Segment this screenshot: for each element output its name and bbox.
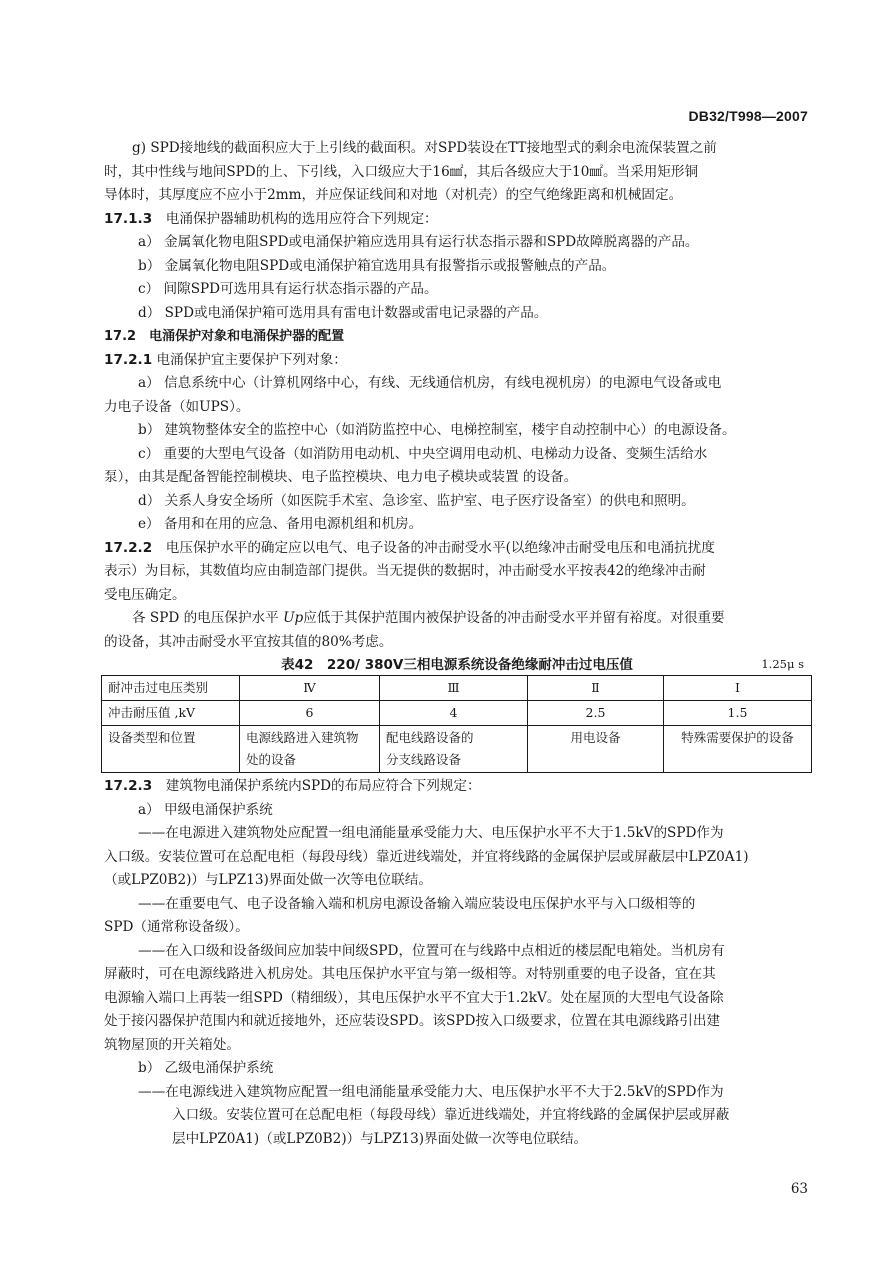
para-line: 的设备，其冲击耐受水平宜按其值的80%考虑。 xyxy=(104,633,393,650)
dash-item: ——在电源线进入建筑物应配置一组电涌能量承受能力大、电压保护水平不大于2.5kV的SPD作为 xyxy=(138,1083,724,1100)
clause-line: 表示）为目标，其数值均应由制造部门提供。当无提供的数据时，冲击耐受水平按表42的绝缘冲击耐 xyxy=(104,563,706,579)
table-row xyxy=(102,676,812,701)
table-cell xyxy=(380,726,528,773)
para-g-line-2: 时，其中性线与地间SPD的上、下引线，入口级应大于16㎟，其后各级应大于10㎟。当采用矩形铜 xyxy=(104,163,699,180)
table-row xyxy=(102,726,812,773)
list-item: a） 信息系统中心（计算机网络中心，有线、无线通信机房，有线电视机房）的电源电气设备或电 xyxy=(138,375,722,391)
cell-line: 配电线路设备的 xyxy=(386,730,474,745)
table-cell: 6 xyxy=(240,701,380,726)
list-item: a） 金属氧化物电阻SPD或电涌保护箱应选用具有运行状态指示器和SPD故障脱离器的产品。 xyxy=(138,234,699,250)
dash-item-continued: 处于接闪器保护范围内和就近接地外，还应装设SPD。该SPD按入口级要求，位置在其电源线路引出建 xyxy=(104,1013,721,1029)
dash-item: ——在重要电气、电子设备输入端和机房电源设备输入端应装设电压保护水平与入口级相等的 xyxy=(138,895,696,912)
cell-line: 处的设备 xyxy=(246,752,297,767)
page-number: 63 xyxy=(790,1181,808,1197)
table-cell: 特殊需要保护的设备 xyxy=(664,726,812,773)
dash-item-continued: 入口级。安装位置可在总配电柜（每段母线）靠近进线端处，并宜将线路的金属保护层或屏蔽层中LPZ0A1) xyxy=(104,848,749,865)
page-content xyxy=(104,137,810,1151)
clause-17-2-3 xyxy=(104,775,810,799)
para-g-line-3: 导体时，其厚度应不应小于2mm，并应保证线间和对地（对机壳）的空气绝缘距离和机械固定。 xyxy=(104,187,683,203)
list-item: b） 乙级电涌保护系统 xyxy=(138,1060,274,1076)
dash-item: ——在入口级和设备级间应加装中间级SPD，位置可在与线路中点相近的楼层配电箱处。当机房有 xyxy=(138,942,725,959)
standard-code: DB32/T998—2007 xyxy=(688,108,808,124)
table-caption-row xyxy=(104,655,810,675)
clause-text: 电压保护水平的确定应以电气、电子设备的冲击耐受水平(以绝缘冲击耐受电压和电涌抗扰度 xyxy=(165,539,715,556)
clause-text: 电涌保护宜主要保护下列对象： xyxy=(156,351,347,368)
dash-item: ——在电源进入建筑物处应配置一组电涌能量承受能力大、电压保护水平不大于1.5kV的SPD作为 xyxy=(138,825,724,841)
list-item: e） 备用和在用的应急、备用电源机组和机房。 xyxy=(138,516,423,532)
clause-number: 17.2.2 xyxy=(104,539,153,556)
list-item: b） 金属氧化物电阻SPD或电涌保护箱宜选用具有报警指示或报警触点的产品。 xyxy=(138,257,616,274)
para-g-line-1: g) SPD接地线的截面积应大于上引线的截面积。对SPD装设在TT接地型式的剩余电流保装置之前 xyxy=(132,140,717,156)
cell-line: 分支线路设备 xyxy=(386,752,462,767)
section-title: 电涌保护对象和电涌保护器的配置 xyxy=(149,329,345,344)
list-item: b） 建筑物整体安全的监控中心（如消防监控中心、电梯控制室，楼宇自动控制中心）的电源设备。 xyxy=(138,422,736,438)
table-cell: 用电设备 xyxy=(528,726,664,773)
dash-item-continued: 电源输入端口上再装一组SPD（精细级），其电压保护水平不宜大于1.2kV。处在屋顶的大型电气设备除 xyxy=(104,989,724,1006)
section-heading-17-2 xyxy=(104,325,810,349)
list-item: a） 甲级电涌保护系统 xyxy=(138,801,273,818)
table-cell: 1.5 xyxy=(664,701,812,726)
section-number: 17.2 xyxy=(104,329,137,344)
clause-number: 17.2.3 xyxy=(104,778,153,794)
table-caption: 表42 220/ 380V三相电源系统设备绝缘耐冲击过电压值 xyxy=(281,657,633,673)
dash-item-continued: 屏蔽时，可在电源线路进入机房处。其电压保护水平宜与第一级相等。对特别重要的电子设备，宜在其 xyxy=(104,966,716,982)
insulation-table xyxy=(101,675,812,773)
clause-number: 17.1.3 xyxy=(104,210,153,227)
list-item-continued: 泵），由其是配备智能控制模块、电子监控模块、电力电子模块或装置 的设备。 xyxy=(104,469,578,485)
voltage-protection-para xyxy=(104,607,810,631)
list-item: d） 关系人身安全场所（如医院手术室、急诊室、监护室、电子医疗设备室）的供电和照明。 xyxy=(138,492,695,509)
clause-text: 电涌保护器辅助机构的选用应符合下列规定： xyxy=(165,210,438,227)
clause-number: 17.2.1 xyxy=(104,351,153,368)
table-cell: 设备类型和位置 xyxy=(102,726,240,773)
dash-item-continued: 层中LPZ0A1)（或LPZ0B2)）与LPZ13)界面处做一次等电位联结。 xyxy=(172,1130,588,1147)
table-cell: Ⅳ xyxy=(240,676,380,701)
dash-item-continued: 筑物屋顶的开关箱处。 xyxy=(104,1036,240,1053)
list-item-continued: 力电子设备（如UPS）。 xyxy=(104,398,250,415)
table-row xyxy=(102,701,812,726)
table-cell xyxy=(240,726,380,773)
clause-17-1-3 xyxy=(104,208,810,232)
cell-line: 电源线路进入建筑物 xyxy=(246,730,359,745)
list-item: c） 重要的大型电气设备（如消防用电动机、中央空调用电动机、电梯动力设备、变频生活给水 xyxy=(138,445,708,462)
clause-17-2-1 xyxy=(104,349,810,373)
up-symbol: Up xyxy=(283,610,304,626)
para-text: 应低于其保护范围内被保护设备的冲击耐受水平并留有裕度。对很重要 xyxy=(303,610,725,626)
para-text: 各 SPD 的电压保护水平 xyxy=(132,610,284,626)
list-item: c） 间隙SPD可选用具有运行状态指示器的产品。 xyxy=(138,281,438,297)
table-cell: 2.5 xyxy=(528,701,664,726)
table-cell: Ⅲ xyxy=(380,676,528,701)
list-item: d） SPD或电涌保护箱可选用具有雷电计数器或雷电记录器的产品。 xyxy=(138,304,548,321)
dash-item-continued: SPD（通常称设备级）。 xyxy=(104,919,249,935)
clause-text: 建筑物电涌保护系统内SPD的布局应符合下列规定： xyxy=(165,778,481,794)
table-cell: 冲击耐压值 ,kV xyxy=(102,701,240,726)
table-cell: 4 xyxy=(380,701,528,726)
clause-17-2-2 xyxy=(104,537,810,561)
table-cell: Ⅰ xyxy=(664,676,812,701)
table-cell: Ⅱ xyxy=(528,676,664,701)
dash-item-continued: （或LPZ0B2)）与LPZ13)界面处做一次等电位联结。 xyxy=(104,872,432,888)
dash-item-continued: 入口级。安装位置可在总配电柜（每段母线）靠近进线端处，并宜将线路的金属保护层或屏蔽 xyxy=(172,1107,730,1123)
table-cell: 耐冲击过电压类别 xyxy=(102,676,240,701)
clause-line: 受电压确定。 xyxy=(104,586,186,603)
table-unit: 1.25μ s xyxy=(761,657,804,671)
